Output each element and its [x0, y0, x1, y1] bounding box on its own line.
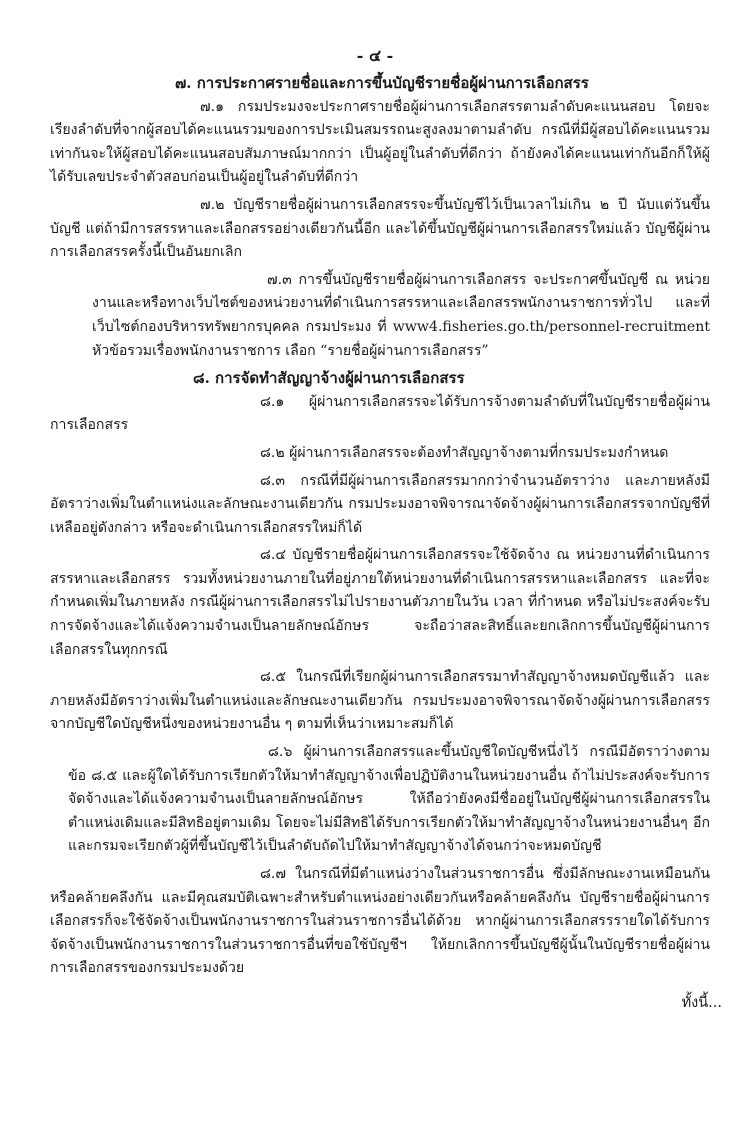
- paragraph-8-2: ๘.๒ ผู้ผ่านการเลือกสรรจะต้องทำสัญญาจ้างตามที่กรมประมงกำหนด: [260, 444, 669, 461]
- paragraph-8-7: ๘.๗ ในกรณีที่มีตำแหน่งว่างในส่วนราชการอื่น ซึ่งมีลักษณะงานเหมือนกันหรือคล้ายคลึงกัน และมีคุณสมบัติเฉพาะสำหรับตำแหน่งอย่างเดียวกันหรือคล้ายคลึงกัน บัญชีรายชื่อผู้ผ่านการเลือกสรรก็จะใช้จัดจ้างเป็นพนักงานราชการในส่วนราชการอื่นได้ด้วย หากผู้ผ่านการเลือกสรรรายใดได้รับการจัดจ้างเป็นพนักงานราชการในส่วนราชการอื่นที่ขอใช้บัญชีฯ ให้ยกเลิกการขึ้นบัญชีผู้นั้นในบัญชีรายชื่อผู้ผ่านการเลือกสรรของกรมประมงด้วย: [50, 866, 710, 977]
- continuation-text: ทั้งนี้...: [681, 995, 722, 1011]
- paragraph-8-1: ๘.๑ ผู้ผ่านการเลือกสรรจะได้รับการจ้างตามลำดับที่ในบัญชีรายชื่อผู้ผ่านการเลือกสรร: [50, 393, 710, 434]
- page-number: - ๔ -: [356, 46, 394, 65]
- paragraph-7-3: ๗.๓ การขึ้นบัญชีรายชื่อผู้ผ่านการเลือกสรร จะประกาศขึ้นบัญชี ณ หน่วยงานและหรือทางเว็บไซต์ของหน่วยงานที่ดำเนินการสรรหาและเลือกสรรพนักงานราชการทั่วไป และที่เว็บไซต์กองบริหารทรัพยากรบุคคล กรมประมง ที่ www4.fisheries.go.th/personnel-recruitment หัวข้อรวมเรื่องพนักงานราชการ เลือก “รายชื่อผู้ผ่านการเลือกสรร”: [92, 271, 710, 359]
- paragraph-8-5: ๘.๕ ในกรณีที่เรียกผู้ผ่านการเลือกสรรมาทำสัญญาจ้างหมดบัญชีแล้ว และภายหลังมีอัตราว่างเพิ่มในตำแหน่งและลักษณะงานเดียวกัน กรมประมงอาจพิจารณาจัดจ้างผู้ผ่านการเลือกสรรจากบัญชีใดบัญชีหนึ่งของหน่วยงานอื่น ๆ ตามที่เห็นว่าเหมาะสมก็ได้: [50, 669, 710, 733]
- section-8-heading: ๘. การจัดทำสัญญาจ้างผู้ผ่านการเลือกสรร: [193, 369, 465, 388]
- paragraph-8-4: ๘.๔ บัญชีรายชื่อผู้ผ่านการเลือกสรรจะใช้จัดจ้าง ณ หน่วยงานที่ดำเนินการสรรหาและเลือกสรร รวมทั้งหน่วยงานภายในที่อยู่ภายใต้หน่วยงานที่ดำเนินการสรรหาและเลือกสรร และที่จะกำหนดเพิ่มในภายหลัง กรณีผู้ผ่านการเลือกสรรไม่ไปรายงานตัวภายในวัน เวลา ที่กำหนด หรือไม่ประสงค์จะรับการจัดจ้างและได้แจ้งความจำนงเป็นลายลักษณ์อักษร จะถือว่าสละสิทธิ์และยกเลิกการขึ้นบัญชีผู้ผ่านการเลือกสรรในทุกกรณี: [50, 547, 710, 658]
- paragraph-8-6: ๘.๖ ผู้ผ่านการเลือกสรรและขึ้นบัญชีใดบัญชีหนึ่งไว้ กรณีมีอัตราว่างตามข้อ ๘.๕ และผู้ใดได้รับการเรียกตัวให้มาทำสัญญาจ้างเพื่อปฏิบัติงานในหน่วยงานอื่น ถ้าไม่ประสงค์จะรับการจัดจ้างและได้แจ้งความจำนงเป็นลายลักษณ์อักษร ให้ถือว่ายังคงมีชื่ออยู่ในบัญชีผู้ผ่านการเลือกสรรในตำแหน่งเดิมและมีสิทธิอยู่ตามเดิม โดยจะไม่มีสิทธิได้รับการเรียกตัวให้มาทำสัญญาจ้างในหน่วยงานอื่นๆ อีก และกรมจะเรียกตัวผู้ที่ขึ้นบัญชีไว้เป็นลำดับถัดไปให้มาทำสัญญาจ้างได้จนกว่าจะหมดบัญชี: [68, 744, 710, 855]
- paragraph-7-2: ๗.๒ บัญชีรายชื่อผู้ผ่านการเลือกสรรจะขึ้นบัญชีไว้เป็นเวลาไม่เกิน ๒ ปี นับแต่วันขึ้นบัญชี แต่ถ้ามีการสรรหาและเลือกสรรอย่างเดียวกันนี้อีก และได้ขึ้นบัญชีผู้ผ่านการเลือกสรรใหม่แล้ว บัญชีผู้ผ่านการเลือกสรรครั้งนี้เป็นอันยกเลิก: [50, 196, 710, 261]
- section-7-heading: ๗. การประกาศรายชื่อและการขึ้นบัญชีรายชื่อผู้ผ่านการเลือกสรร: [175, 74, 589, 92]
- paragraph-7-1: ๗.๑ กรมประมงจะประกาศรายชื่อผู้ผ่านการเลือกสรรตามลำดับคะแนนสอบ โดยจะเรียงลำดับที่จากผู้สอบได้คะแนนรวมของการประเมินสมรรถนะสูงลงมาตามลำดับ กรณีที่มีผู้สอบได้คะแนนรวมเท่ากันจะให้ผู้สอบได้คะแนนสอบสัมภาษณ์มากกว่า เป็นผู้อยู่ในลำดับที่ดีกว่า ถ้ายังคงได้คะแนนเท่ากันอีกก็ให้ผู้ได้รับเลขประจำตัวสอบก่อนเป็นผู้อยู่ในลำดับที่ดีกว่า: [50, 98, 710, 186]
- document-body: [50, 72, 710, 985]
- paragraph-8-3: ๘.๓ กรณีที่มีผู้ผ่านการเลือกสรรมากกว่าจำนวนอัตราว่าง และภายหลังมีอัตราว่างเพิ่มในตำแหน่งและลักษณะงานเดียวกัน กรมประมงอาจพิจารณาจัดจ้างผู้ผ่านการเลือกสรรจากบัญชีที่เหลืออยู่ดังกล่าว หรือจะดำเนินการเลือกสรรใหม่ก็ได้: [50, 472, 710, 536]
